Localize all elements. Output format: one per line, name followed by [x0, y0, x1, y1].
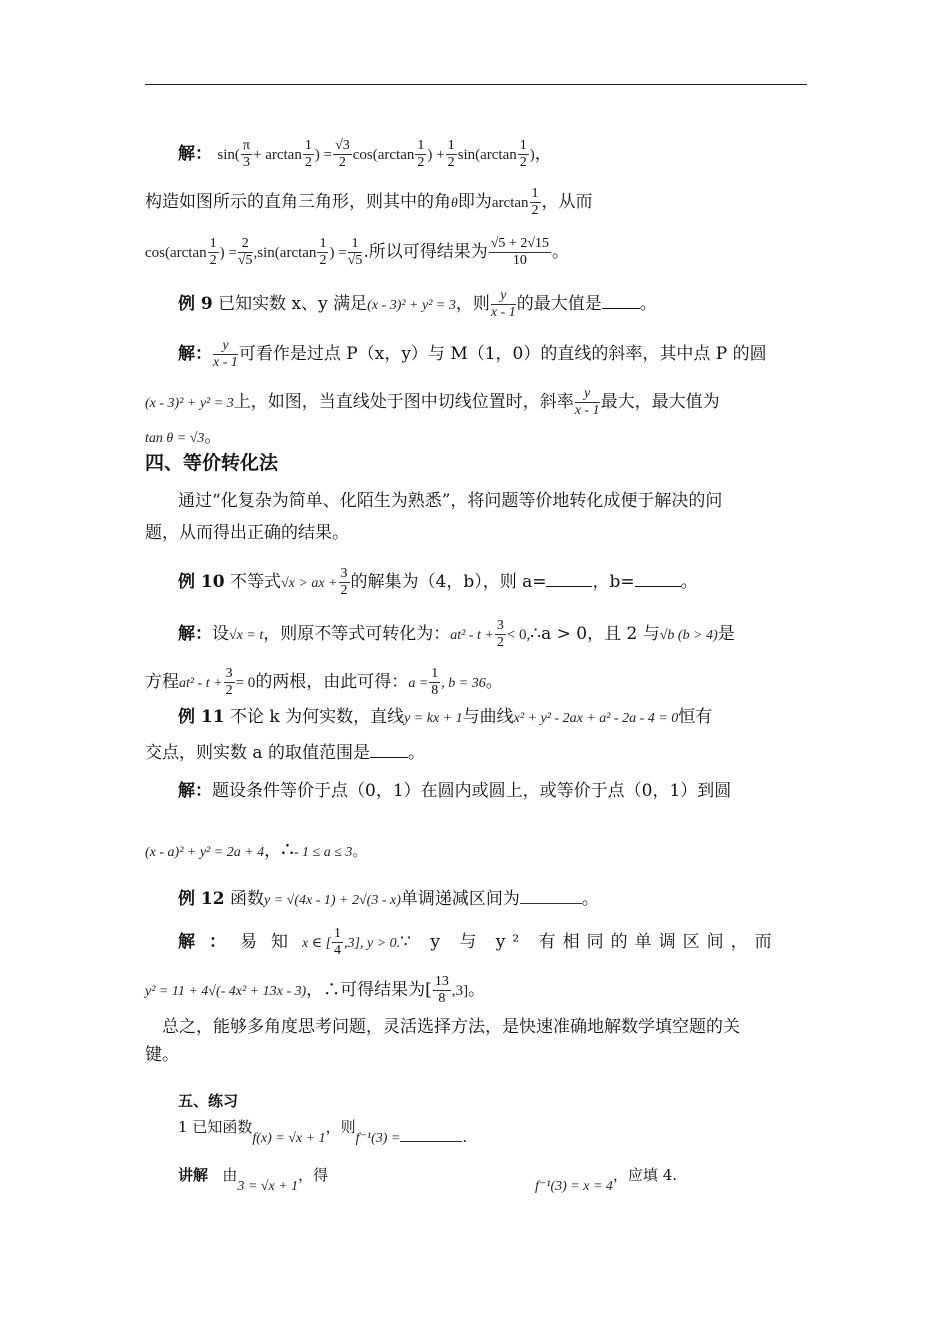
ex9-solution-line3	[145, 426, 221, 450]
ex10-sol-text3: 是	[717, 624, 735, 644]
ex8-line3-text: .所以可得结果为	[363, 242, 488, 262]
ex10-line2-b: , b = 36	[441, 676, 486, 691]
ex8-eq2: ) =	[219, 245, 237, 261]
summary-p1: 总之，能够多角度思考问题，灵活选择方法，是快速准确地解数学填空题的关	[162, 1017, 740, 1037]
ex10-solution-line2	[145, 666, 503, 699]
header-rule	[145, 84, 807, 85]
ex12-sol-text: 易知	[240, 932, 302, 952]
ex12-sol-res-tail: ,3]	[451, 983, 469, 999]
ex9-sol-text3: 最大，最大值为	[600, 392, 720, 412]
ex12-solution-line2	[145, 974, 485, 1007]
ex12-solution-line1	[178, 926, 779, 959]
ex11-sol-end: 。	[352, 844, 368, 860]
ex9-sol-frac2: $\frac{y}{x - 1}$	[574, 386, 600, 418]
section5-q1	[178, 1116, 468, 1146]
ex8-line2-text: 构造如图所示的直角三角形，则其中的角	[145, 192, 451, 212]
ex8-tail: ，	[534, 144, 552, 164]
ex8-frac-2-sqrt5: $\frac{2}{√5}$	[237, 236, 253, 268]
ans-text2: ，得	[298, 1166, 329, 1184]
ex11-sol-eq: (x - a)² + y² = 2a + 4	[145, 845, 265, 860]
q1-num: 1	[178, 1118, 188, 1136]
ex9-sol-end: 。	[204, 427, 222, 447]
ex8-frac-1-2-f: $\frac{1}{2}$	[209, 236, 217, 268]
ex10-label: 例 10	[178, 572, 225, 592]
ex8-frac-sqrt3-2: $\frac{√3}{2}$	[335, 138, 350, 170]
section4-p1: 通过“化复杂为简单、化陌生为熟悉”，将问题等价地转化成便于解决的问	[178, 491, 723, 511]
answer-blank[interactable]	[520, 889, 582, 904]
ex11-question-line2	[145, 742, 425, 764]
ex9-text2: ，则	[455, 294, 490, 314]
ex8-eq3: ) =	[329, 245, 347, 261]
ex8-frac-pi-3: $\frac{\pi}{3}$	[242, 138, 250, 170]
ex9-solution-line2	[145, 386, 720, 419]
answer-blank-b[interactable]	[635, 572, 681, 587]
ex10-line2-eq: at² - t +	[179, 676, 223, 691]
ex8-frac-1-2-b: $\frac{1}{2}$	[417, 138, 425, 170]
section4-title: 四、等价转化法	[145, 452, 279, 474]
ex9-sol-text2: 上，如图，当直线处于图中切线位置时，斜率	[233, 392, 574, 412]
ex8-line2	[145, 186, 593, 219]
ex12-question	[178, 888, 599, 912]
ex8-comma-sin: ,sin(arctan	[253, 245, 317, 261]
ex8-plus-arctan: + arctan	[252, 147, 302, 163]
ex10-line2-frac: $\frac{3}{2}$	[225, 666, 233, 698]
ex12-text1: 函数	[229, 889, 264, 909]
ex9-solution-line1	[178, 338, 767, 371]
summary-p2: 键。	[145, 1045, 179, 1065]
ex12-sol-x: x ∈ [	[302, 936, 332, 951]
ex11-text1: 不论 k 为何实数，直线	[229, 707, 405, 727]
ex8-cos-part: cos(arctan	[145, 245, 207, 261]
ex10-sol-text1: 设	[212, 624, 229, 644]
ex8-cos-arctan: cos(arctan	[352, 147, 415, 163]
ex11-solution-line2	[145, 838, 367, 864]
ex11-question	[178, 706, 712, 730]
ex8-frac-1-sqrt5: $\frac{1}{√5}$	[347, 236, 363, 268]
ex8-frac-1-2-a: $\frac{1}{2}$	[304, 138, 312, 170]
ex8-sin-arctan: sin(arctan	[457, 147, 517, 163]
solution-label: 解：	[178, 781, 212, 801]
ex8-expr-left: sin(	[217, 147, 240, 163]
ex10-sol-ineq2: < 0,	[506, 627, 531, 643]
ex11-sol: 题设条件等价于点（0，1）在圆内或圆上，或等价于点（0，1）到圆	[212, 781, 732, 801]
ex8-line2-end: ，从而	[541, 192, 593, 212]
ex11-line2-end: 。	[407, 743, 425, 763]
ex9-label: 例 9	[178, 294, 213, 314]
ex9-circle-eq: (x - 3)² + y² = 3	[145, 396, 234, 411]
ex10-text2: 的解集为（4，b），则 a=	[350, 572, 547, 592]
ex10-line2-eq2: = 0	[235, 675, 256, 691]
ans-eq: 3 = √x + 1	[237, 1179, 299, 1194]
ex10-text1: 不等式	[229, 572, 281, 592]
ex10-sol-text2: ，则原不等式可转化为：	[263, 624, 451, 644]
ex9-result: tan θ = √3	[145, 431, 205, 446]
ex10-sol-frac: $\frac{3}{2}$	[496, 618, 504, 650]
ex11-curve-eq: x² + y² - 2ax + a² - 2a - 4 = 0	[513, 711, 679, 726]
ex12-text2: 单调递减区间为	[400, 889, 520, 909]
ex12-sol-x2: ,3], y > 0.	[344, 936, 401, 951]
section5-title: 五、练习	[178, 1092, 239, 1110]
ex10-frac: $\frac{3}{2}$	[340, 566, 348, 598]
ex9-end: 。	[639, 294, 657, 314]
answer-blank[interactable]	[370, 743, 408, 758]
solution-label: 解：	[178, 144, 212, 164]
ex8-rp: ) +	[427, 147, 445, 163]
ex8-frac-1-2-g: $\frac{1}{2}$	[319, 236, 327, 268]
section5-answer-right	[535, 1164, 678, 1194]
q1-text2: ，则	[325, 1118, 356, 1136]
ex8-frac-1-2-e: $\frac{1}{2}$	[531, 186, 539, 218]
ex10-line2-end: 。	[485, 672, 503, 692]
ex11-label: 例 11	[178, 707, 225, 727]
q1-func: f(x) = √x + 1	[252, 1131, 326, 1146]
answer-blank[interactable]	[602, 294, 640, 309]
q1-inverse: f⁻¹(3) =	[355, 1131, 401, 1146]
ex11-sol-comma: ，	[264, 841, 282, 861]
ans-text1: 由	[222, 1166, 238, 1184]
ex12-sol-end: 。	[468, 980, 486, 1000]
ex9-text3: 的最大值是	[516, 294, 602, 314]
ex12-label: 例 12	[178, 889, 225, 909]
therefore-symbol: ∴	[281, 837, 294, 861]
ex9-text1: 已知实数 x、y 满足	[218, 294, 368, 314]
ex11-line-eq: y = kx + 1	[404, 711, 463, 726]
ex11-solution-line1	[178, 780, 731, 802]
ex9-frac: $\frac{y}{x - 1}$	[490, 288, 516, 320]
ex8-rp2: )	[529, 147, 535, 163]
ans-label: 讲解	[178, 1166, 209, 1184]
ex12-sol-res-frac: $\frac{13}{8}$	[434, 974, 449, 1006]
ex8-result-frac: $\frac{√5 + 2√15}{10}$	[490, 236, 550, 268]
ex10-sol-ineq: at² - t +	[450, 628, 494, 643]
ans-text3: ，应填 4.	[612, 1166, 678, 1184]
ex8-solution-line1	[178, 138, 552, 171]
ex10-sol-sqrt-b: √b (b > 4)	[659, 628, 718, 643]
ex11-line2: 交点，则实数 a 的取值范围是	[145, 743, 370, 763]
ex8-frac-1-2-d: $\frac{1}{2}$	[519, 138, 527, 170]
answer-blank-a[interactable]	[546, 572, 592, 587]
ex10-question	[178, 566, 698, 599]
ex8-arctan: arctan	[491, 195, 529, 211]
ex12-sol-colon: ：	[209, 932, 240, 952]
ex8-eq: ) =	[314, 147, 333, 163]
q1-end: .	[462, 1128, 468, 1146]
ex10-line2-text1: 方程	[145, 672, 179, 692]
ex9-cond: (x - 3)² + y² = 3	[367, 298, 456, 313]
ex9-sol-frac: $\frac{y}{x - 1}$	[213, 338, 238, 370]
ex12-sol-text2: ∵ y 与 y² 有相同的单调区间，而	[400, 932, 779, 952]
answer-blank[interactable]	[400, 1127, 462, 1142]
ex9-question	[178, 288, 657, 321]
ex10-solution-line1	[178, 618, 735, 651]
ex12-sol-label: 解	[178, 932, 209, 952]
ex10-expr: √x > ax +	[280, 576, 338, 591]
ex12-end: 。	[581, 889, 599, 909]
ex8-line2-text2: 即为	[457, 192, 492, 212]
section5-answer	[178, 1164, 329, 1194]
q1-text: 已知函数	[192, 1118, 253, 1136]
ex9-sol-text1: 可看作是过点 P（x，y）与 M（1，0）的直线的斜率，其中点 P 的圆	[238, 344, 767, 364]
ex10-line2-a-frac: $\frac{1}{8}$	[431, 666, 439, 698]
ex10-line2-a: a =	[408, 676, 429, 691]
ans-eq2: f⁻¹(3) = x = 4	[535, 1179, 613, 1194]
solution-label: 解：	[178, 344, 212, 364]
section4-p2: 题，从而得出正确的结果。	[145, 523, 349, 543]
ex10-sol-therefore: ∴a > 0，且 2 与	[530, 624, 660, 644]
ex10-end: 。	[680, 572, 698, 592]
solution-label: 解：	[178, 624, 212, 644]
ex12-sol-text3: ，∴可得结果为[	[306, 980, 432, 1000]
theta-symbol: θ	[451, 196, 458, 211]
ex12-func: y = √(4x - 1) + 2√(3 - x)	[263, 893, 401, 908]
ex8-line3-end: 。	[552, 242, 570, 262]
ex8-frac-1-2-c: $\frac{1}{2}$	[447, 138, 455, 170]
ex11-sol-range: - 1 ≤ a ≤ 3	[293, 845, 353, 860]
ex11-text3: 恒有	[678, 707, 713, 727]
ex8-line3	[145, 236, 569, 269]
ex12-sol-frac: $\frac{1}{4}$	[334, 926, 342, 958]
ex11-text2: 与曲线	[462, 707, 514, 727]
ex10-text3: ，b=	[592, 572, 635, 592]
ex10-sol-sub: √x = t	[229, 628, 264, 643]
ex10-line2-text2: 的两根，由此可得：	[255, 672, 409, 692]
ex12-sol-y2: y² = 11 + 4√(- 4x² + 13x - 3)	[145, 984, 307, 999]
